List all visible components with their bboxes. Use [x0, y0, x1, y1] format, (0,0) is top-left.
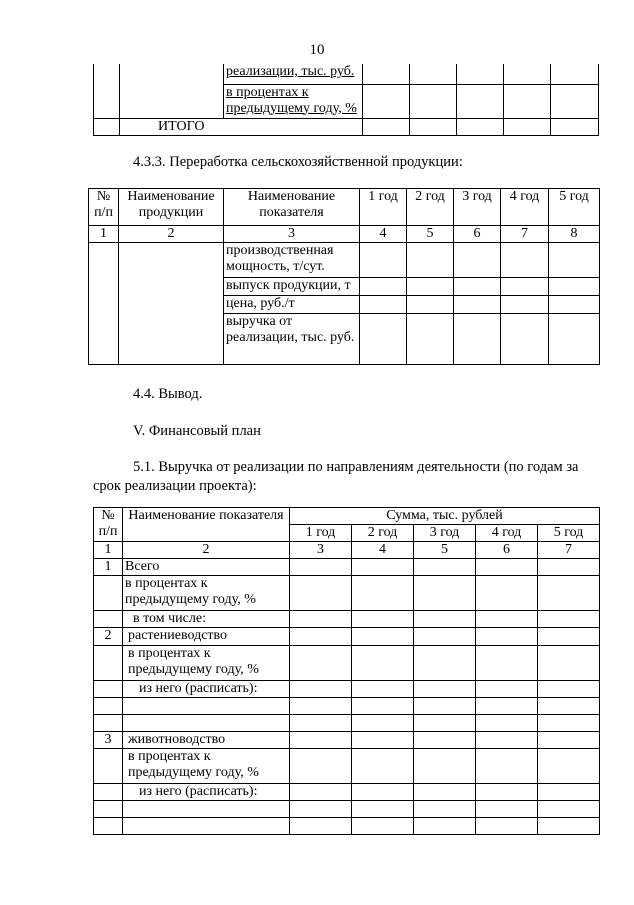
indicator-label: цена, руб./т — [226, 296, 295, 312]
table-row — [94, 714, 600, 731]
row-num: 3 — [94, 731, 123, 748]
row-num: 1 — [94, 559, 123, 576]
header-year: 1 год — [360, 189, 407, 226]
col-number: 5 — [407, 226, 454, 243]
row-label: в процентах к предыдущему году, % — [128, 645, 259, 677]
header-num: № п/п — [89, 189, 119, 226]
row-num — [94, 576, 123, 611]
row-label: в том числе: — [133, 611, 206, 627]
col-number: 6 — [454, 226, 501, 243]
header-year: 3 год — [414, 525, 476, 542]
top-cell-product — [120, 64, 224, 118]
table-row — [94, 817, 600, 834]
col-number: 6 — [476, 542, 538, 559]
header-year: 4 год — [501, 189, 549, 226]
section-5-1-text-line1: 5.1. Выручка от реализации по направлениям деятельности (по годам за — [133, 459, 579, 475]
header-sum: Сумма, тыс. рублей — [290, 508, 600, 525]
col-number: 7 — [538, 542, 600, 559]
row-num — [94, 680, 123, 697]
row-label: из него (расписать): — [139, 783, 258, 799]
row-label: растениеводство — [128, 628, 228, 644]
col-number: 2 — [119, 226, 224, 243]
section-4-3-3-title: 4.3.3. Переработка сельскохозяйственной продукции: — [133, 154, 463, 170]
row-label: в процентах к предыдущему году, % — [128, 748, 259, 780]
row-num — [94, 783, 123, 800]
row-num — [94, 748, 123, 783]
header-year: 4 год — [476, 525, 538, 542]
table-row — [94, 800, 600, 817]
table-row — [94, 680, 600, 697]
row-label: Всего — [125, 559, 160, 575]
processing-table — [88, 188, 600, 365]
table-row — [94, 697, 600, 714]
section-4-4-title: 4.4. Вывод. — [133, 386, 203, 402]
col-number: 7 — [501, 226, 549, 243]
total-label: ИТОГО — [120, 118, 363, 135]
top-row-label: в процентах к предыдущему году, % — [226, 84, 357, 116]
page-number: 10 — [309, 42, 325, 58]
col-number: 5 — [414, 542, 476, 559]
table-row — [94, 628, 600, 645]
header-year: 2 год — [407, 189, 454, 226]
table-row — [94, 783, 600, 800]
top-cell-num — [94, 64, 120, 118]
header-year: 3 год — [454, 189, 501, 226]
row-label: из него (расписать): — [139, 680, 258, 696]
col-number: 3 — [224, 226, 360, 243]
col-number: 8 — [549, 226, 600, 243]
col-number: 1 — [94, 542, 123, 559]
row-num — [94, 645, 123, 680]
row-num: 2 — [94, 628, 123, 645]
header-indicator: Наименование показателя — [123, 508, 290, 542]
header-year: 2 год — [352, 525, 414, 542]
revenue-table — [93, 507, 600, 835]
table-row — [94, 611, 600, 628]
table-row — [94, 731, 600, 748]
header-year: 5 год — [549, 189, 600, 226]
table-row — [94, 645, 600, 680]
header-product: Наименование продукции — [119, 189, 224, 226]
table-row — [94, 748, 600, 783]
table-row — [94, 559, 600, 576]
row-label: в процентах к предыдущему году, % — [125, 576, 256, 608]
indicator-label: выручка от реализации, тыс. руб. — [226, 314, 355, 346]
table-row — [89, 243, 600, 278]
col-number: 2 — [123, 542, 290, 559]
col-number: 4 — [352, 542, 414, 559]
header-indicator: Наименование показателя — [224, 189, 360, 226]
table-row — [94, 576, 600, 611]
indicator-label: выпуск продукции, т — [226, 278, 351, 294]
header-num: № п/п — [94, 508, 123, 542]
col-number: 4 — [360, 226, 407, 243]
header-year: 5 год — [538, 525, 600, 542]
indicator-label: производственная мощность, т/сут. — [226, 243, 334, 275]
row-num — [94, 611, 123, 628]
top-row-label: реализации, тыс. руб. — [226, 64, 355, 79]
header-year: 1 год — [290, 525, 352, 542]
section-5-1-text-line2: срок реализации проекта): — [93, 478, 257, 494]
col-number: 1 — [89, 226, 119, 243]
col-number: 3 — [290, 542, 352, 559]
row-label: животноводство — [128, 731, 226, 747]
top-continuation-table — [93, 64, 599, 136]
section-5-title: V. Финансовый план — [133, 423, 261, 439]
